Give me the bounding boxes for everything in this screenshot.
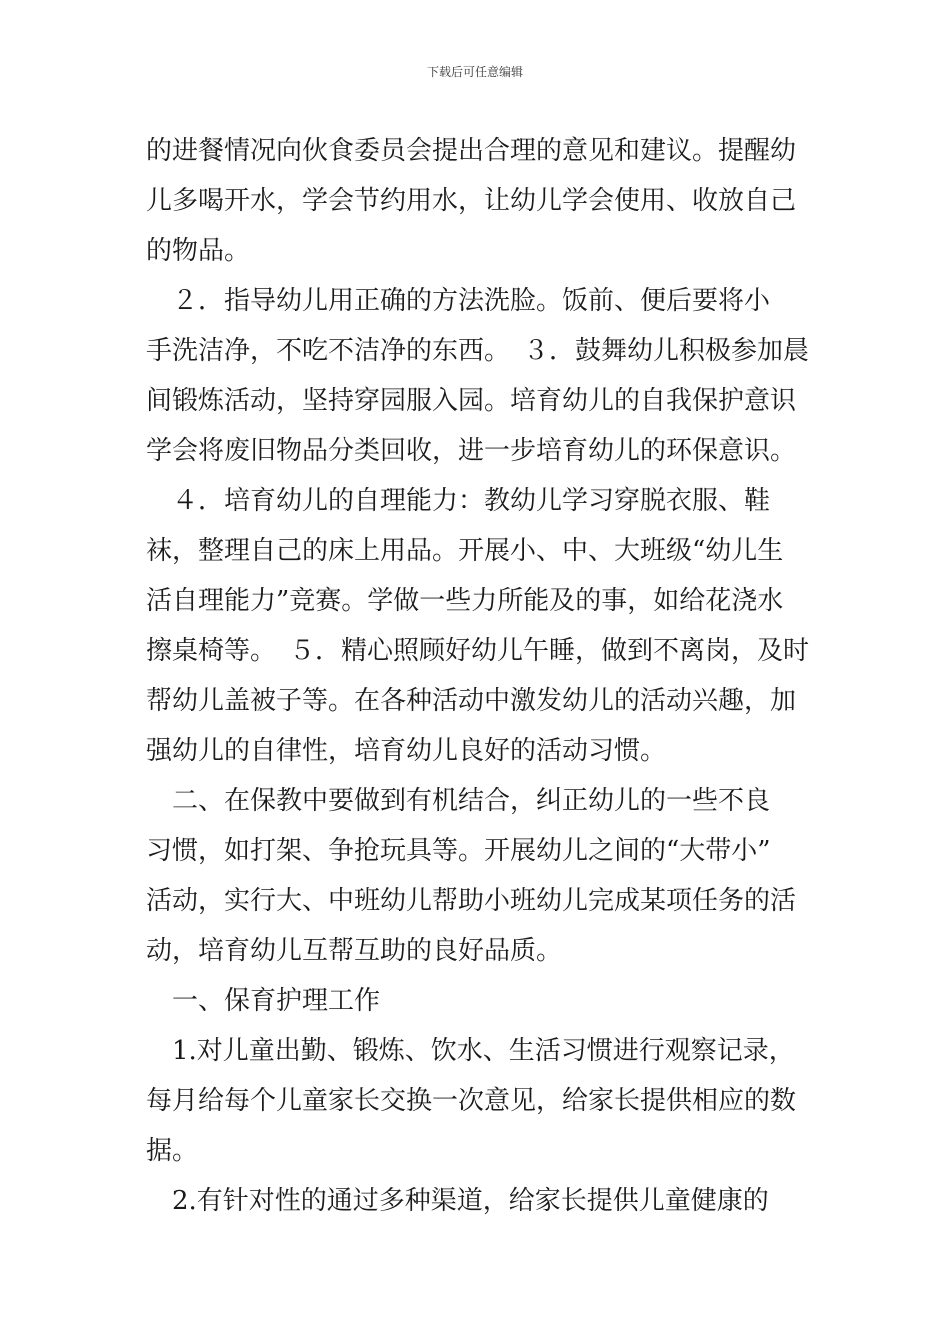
text-line: 二、在保教中要做到有机结合，纠正幼儿的一些不良 [146, 786, 771, 816]
text-line: 习惯，如打架、争抢玩具等。开展幼儿之间的“大带小” [146, 836, 771, 866]
text-line: 强幼儿的自律性，培育幼儿良好的活动习惯。 [146, 736, 667, 766]
text-line: 据。 [146, 1136, 199, 1166]
text-line: 的物品。 [146, 236, 251, 266]
document-body [146, 126, 810, 1226]
text-line: 每月给每个儿童家长交换一次意见，给家长提供相应的数 [146, 1086, 797, 1116]
page-header: 下载后可任意编辑 [426, 65, 523, 79]
text-line: 一、保育护理工作 [146, 986, 381, 1016]
text-line: 动，培育幼儿互帮互助的良好品质。 [146, 936, 563, 966]
text-line: 儿多喝开水，学会节约用水，让幼儿学会使用、收放自己 [146, 186, 797, 216]
text-line: 的进餐情况向伙食委员会提出合理的意见和建议。提醒幼 [146, 136, 797, 166]
text-line: 1.对儿童出勤、锻炼、饮水、生活习惯进行观察记录， [146, 1036, 795, 1066]
text-line: 活动，实行大、中班幼儿帮助小班幼儿完成某项任务的活 [146, 886, 797, 916]
text-line: ４．培育幼儿的自理能力：教幼儿学习穿脱衣服、鞋 [146, 486, 771, 516]
text-line: 帮幼儿盖被子等。在各种活动中激发幼儿的活动兴趣，加 [146, 686, 797, 716]
text-line: 手洗洁净，不吃不洁净的东西。 ３．鼓舞幼儿积极参加晨 [146, 336, 810, 366]
text-line: ２．指导幼儿用正确的方法洗脸。饭前、便后要将小 [146, 286, 771, 316]
text-line: 袜，整理自己的床上用品。开展小、中、大班级“幼儿生 [146, 536, 784, 566]
text-line: 间锻炼活动，坚持穿园服入园。培育幼儿的自我保护意识 [146, 386, 797, 416]
text-line: 活自理能力”竞赛。学做一些力所能及的事，如给花浇水 [146, 586, 784, 616]
text-line: 学会将废旧物品分类回收，进一步培育幼儿的环保意识。 [146, 436, 797, 466]
text-line: 擦桌椅等。 ５．精心照顾好幼儿午睡，做到不离岗，及时 [146, 636, 810, 666]
text-line: 2.有针对性的通过多种渠道，给家长提供儿童健康的 [146, 1186, 769, 1216]
